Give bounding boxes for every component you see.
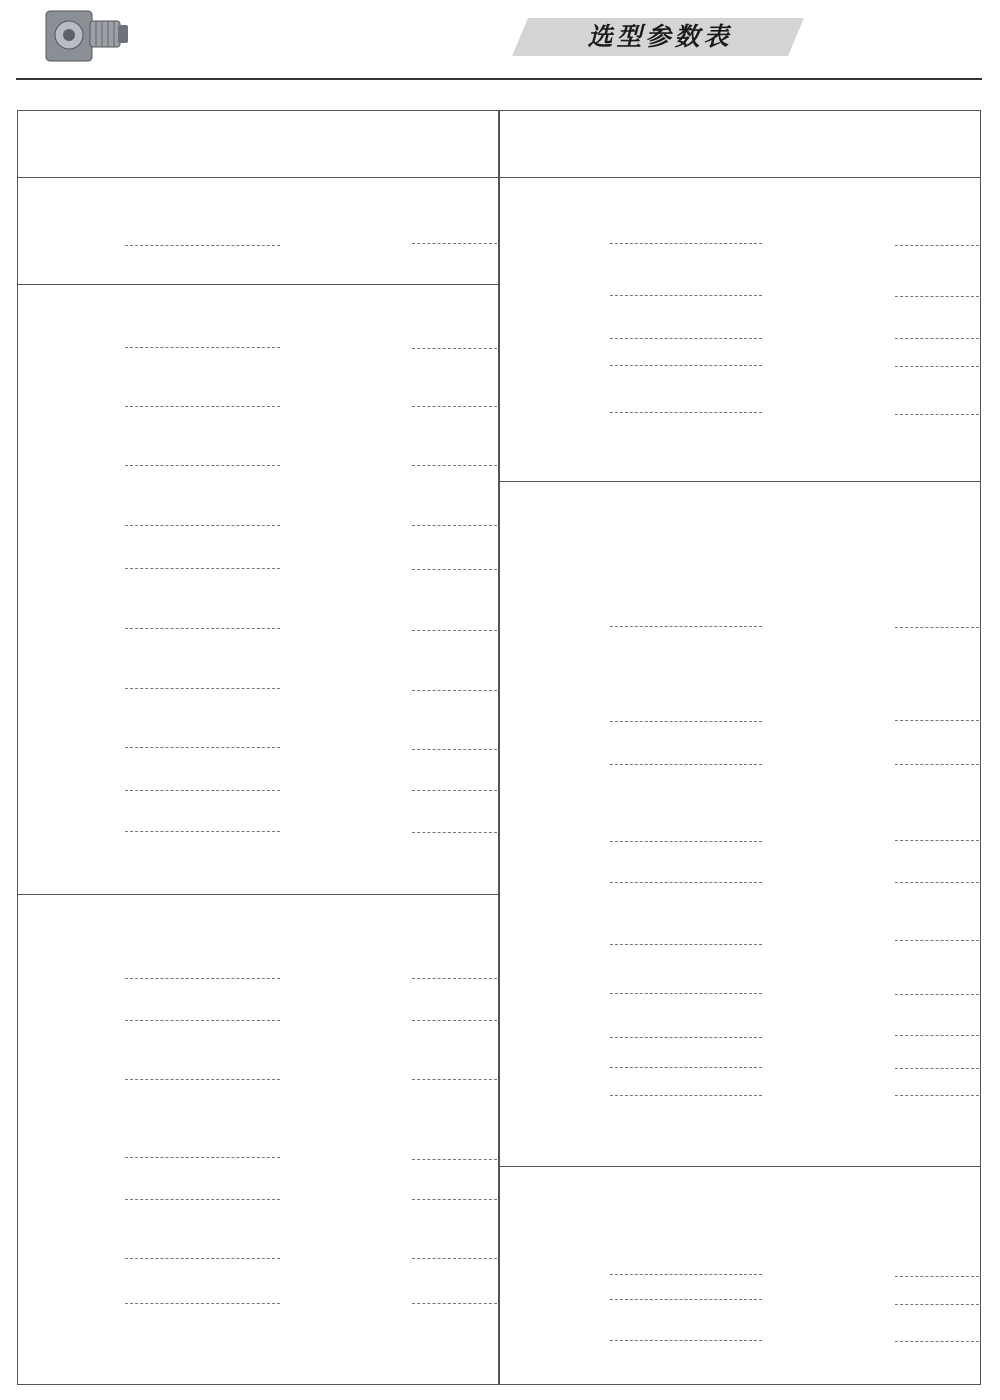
row-separator bbox=[125, 1258, 280, 1259]
row-separator bbox=[610, 721, 762, 722]
power-value bbox=[408, 1174, 488, 1192]
row-separator bbox=[125, 406, 280, 407]
power-separator bbox=[895, 414, 979, 415]
row-separator bbox=[125, 688, 280, 689]
power-separator bbox=[895, 338, 979, 339]
power-separator bbox=[412, 790, 497, 791]
power-separator bbox=[895, 1095, 979, 1096]
page-title: 选型参数表 bbox=[587, 22, 733, 51]
power-value bbox=[408, 249, 488, 267]
row-separator bbox=[610, 1340, 762, 1341]
power-value bbox=[889, 346, 969, 364]
row-separator bbox=[610, 1095, 762, 1096]
row-separator bbox=[125, 1303, 280, 1304]
row-separator bbox=[610, 882, 762, 883]
row-separator bbox=[610, 338, 762, 339]
power-value bbox=[889, 1042, 969, 1060]
row-separator bbox=[125, 831, 280, 832]
power-value bbox=[889, 1316, 969, 1334]
row-separator bbox=[125, 347, 280, 348]
power-separator bbox=[412, 465, 497, 466]
row-separator bbox=[125, 465, 280, 466]
row-separator bbox=[610, 365, 762, 366]
power-separator bbox=[895, 366, 979, 367]
power-value bbox=[408, 206, 488, 224]
power-value bbox=[408, 538, 488, 556]
power-value bbox=[889, 1285, 969, 1303]
power-value bbox=[408, 1327, 488, 1345]
row-separator bbox=[125, 1079, 280, 1080]
power-separator bbox=[895, 1068, 979, 1069]
row-separator bbox=[125, 1199, 280, 1200]
row-separator bbox=[610, 764, 762, 765]
group-divider bbox=[499, 481, 981, 482]
header-col3-title bbox=[195, 121, 295, 143]
row-separator bbox=[610, 412, 762, 413]
row-separator bbox=[125, 1020, 280, 1021]
row-separator bbox=[125, 245, 280, 246]
power-separator bbox=[412, 406, 497, 407]
row-separator bbox=[125, 525, 280, 526]
power-value bbox=[889, 1213, 969, 1231]
power-value bbox=[889, 1010, 969, 1028]
header-col2-unit bbox=[100, 147, 200, 169]
power-value bbox=[408, 489, 488, 507]
gear-motor-logo bbox=[44, 3, 130, 67]
power-separator bbox=[412, 348, 497, 349]
power-separator bbox=[412, 1159, 497, 1160]
power-separator bbox=[412, 569, 497, 570]
row-separator bbox=[610, 1037, 762, 1038]
group-divider bbox=[499, 1166, 981, 1167]
power-separator bbox=[895, 940, 979, 941]
row-separator bbox=[610, 626, 762, 627]
power-value bbox=[889, 957, 969, 975]
power-value bbox=[408, 589, 488, 607]
power-separator bbox=[895, 1035, 979, 1036]
power-separator bbox=[412, 978, 497, 979]
header-col5-title bbox=[886, 121, 986, 143]
row-separator bbox=[610, 1274, 762, 1275]
power-separator bbox=[412, 1199, 497, 1200]
power-value bbox=[408, 929, 488, 947]
header-col3-title bbox=[676, 121, 776, 143]
power-value bbox=[889, 205, 969, 223]
power-separator bbox=[895, 720, 979, 721]
power-value bbox=[408, 1219, 488, 1237]
power-value bbox=[889, 440, 969, 458]
power-value bbox=[889, 310, 969, 328]
header-col4-unit bbox=[780, 147, 880, 169]
power-separator bbox=[895, 1304, 979, 1305]
row-separator bbox=[125, 978, 280, 979]
row-separator bbox=[610, 944, 762, 945]
power-value bbox=[408, 650, 488, 668]
power-value bbox=[408, 710, 488, 728]
power-separator bbox=[412, 832, 497, 833]
power-separator bbox=[895, 840, 979, 841]
header-col2-title bbox=[583, 121, 683, 143]
row-separator bbox=[125, 747, 280, 748]
power-separator bbox=[412, 1258, 497, 1259]
power-value bbox=[889, 259, 969, 277]
row-separator bbox=[610, 1067, 762, 1068]
power-separator bbox=[895, 1276, 979, 1277]
power-value bbox=[889, 1120, 969, 1138]
row-separator bbox=[610, 841, 762, 842]
power-value bbox=[889, 387, 969, 405]
row-separator bbox=[610, 243, 762, 244]
row-separator bbox=[125, 1157, 280, 1158]
power-value bbox=[408, 803, 488, 821]
power-separator bbox=[895, 627, 979, 628]
power-separator bbox=[412, 1020, 497, 1021]
header-col4-title bbox=[298, 121, 398, 143]
header-col3-unit bbox=[676, 147, 776, 169]
header-col3-unit bbox=[195, 147, 295, 169]
power-value bbox=[889, 855, 969, 873]
power-separator bbox=[895, 1341, 979, 1342]
group-divider bbox=[17, 894, 499, 895]
power-value bbox=[889, 795, 969, 813]
header-col5-title bbox=[402, 121, 502, 143]
power-value bbox=[889, 666, 969, 684]
power-separator bbox=[412, 749, 497, 750]
power-value bbox=[408, 1110, 488, 1128]
header-divider-right bbox=[499, 177, 981, 178]
header-col4-title bbox=[780, 121, 880, 143]
header-col5-unit bbox=[886, 147, 986, 169]
row-separator bbox=[610, 993, 762, 994]
power-separator bbox=[895, 994, 979, 995]
header-divider-left bbox=[17, 177, 499, 178]
power-value bbox=[408, 427, 488, 445]
power-value bbox=[889, 1076, 969, 1094]
power-separator bbox=[412, 1079, 497, 1080]
power-value bbox=[408, 991, 488, 1009]
power-value bbox=[408, 1047, 488, 1065]
power-separator bbox=[895, 296, 979, 297]
row-separator bbox=[125, 628, 280, 629]
row-separator bbox=[125, 790, 280, 791]
group-divider bbox=[17, 284, 499, 285]
header-rule bbox=[16, 78, 982, 80]
power-value bbox=[889, 558, 969, 576]
power-separator bbox=[412, 630, 497, 631]
header-col2-unit bbox=[583, 147, 683, 169]
power-value bbox=[408, 371, 488, 389]
power-value bbox=[408, 762, 488, 780]
power-separator bbox=[412, 690, 497, 691]
power-value bbox=[408, 1277, 488, 1295]
power-value bbox=[408, 309, 488, 327]
power-value bbox=[889, 907, 969, 925]
header-col2-title bbox=[100, 121, 200, 143]
row-separator bbox=[610, 295, 762, 296]
power-separator bbox=[895, 764, 979, 765]
power-separator bbox=[412, 243, 497, 244]
row-separator bbox=[610, 1299, 762, 1300]
row-separator bbox=[125, 568, 280, 569]
header-col4-unit bbox=[298, 147, 398, 169]
power-separator bbox=[412, 525, 497, 526]
power-separator bbox=[895, 882, 979, 883]
power-separator bbox=[412, 1303, 497, 1304]
power-value bbox=[889, 736, 969, 754]
power-value bbox=[408, 857, 488, 875]
power-value bbox=[889, 1355, 969, 1373]
header-col5-unit bbox=[402, 147, 502, 169]
power-separator bbox=[895, 245, 979, 246]
